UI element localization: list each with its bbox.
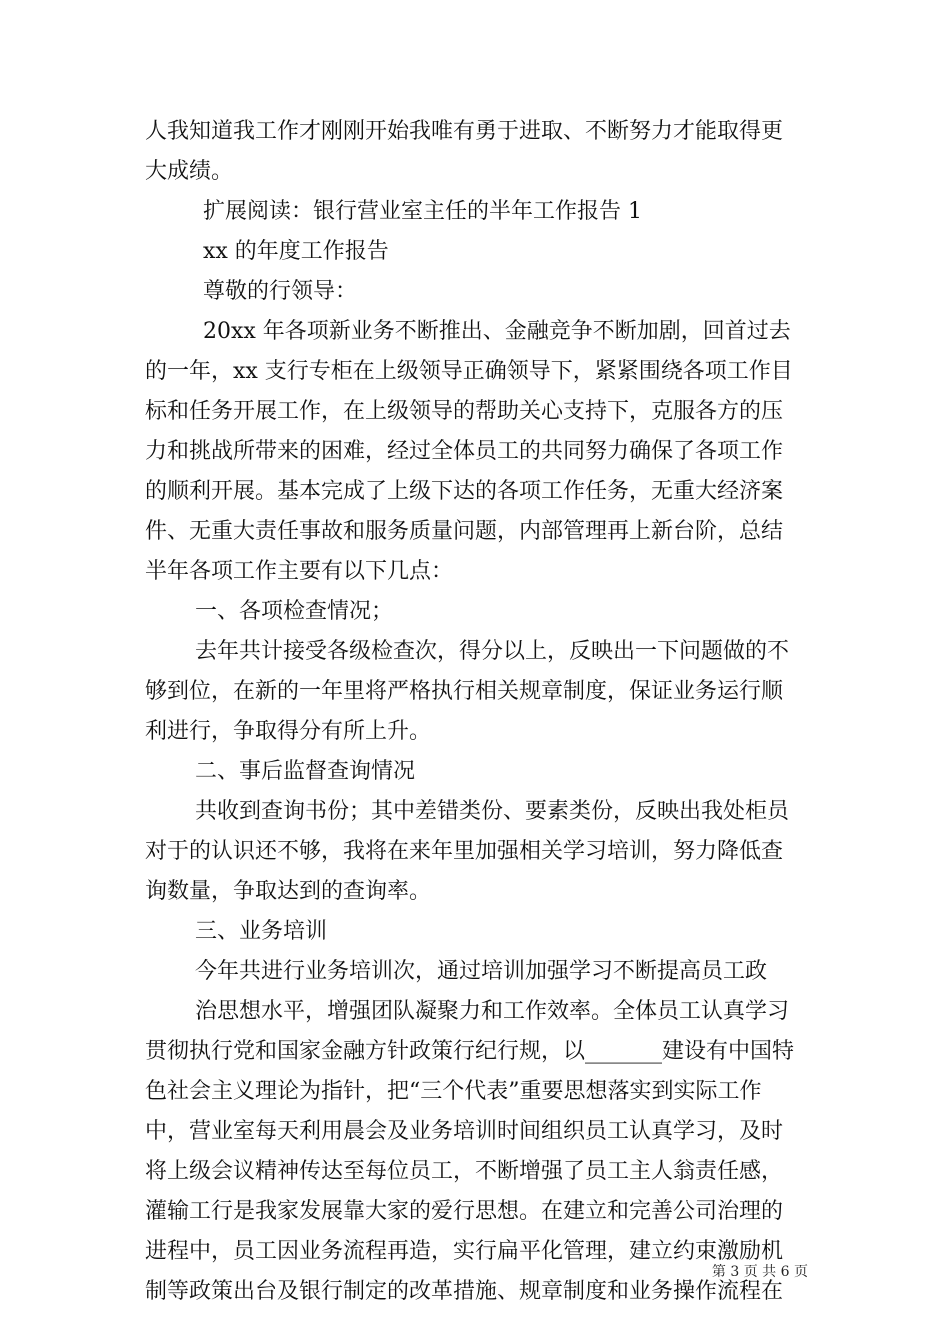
text-line: 的一年，xx 支行专柜在上级领导正确领导下，紧紧围绕各项工作目 — [145, 359, 793, 384]
text-line: 的顺利开展。基本完成了上级下达的各项工作任务，无重大经济案 — [145, 479, 784, 504]
salutation: 尊敬的行领导： — [203, 279, 358, 304]
text-line: 灌输工行是我家发展靠大家的爱行思想。在建立和完善公司治理的 — [145, 1199, 784, 1224]
section-heading-1: 一、各项检查情况； — [195, 599, 394, 624]
text-line: 标和任务开展工作，在上级领导的帮助关心支持下，克服各方的压 — [145, 399, 784, 424]
text-line: 利进行，争取得分有所上升。 — [145, 719, 432, 744]
text-line: 人我知道我工作才刚刚开始我唯有勇于进取、不断努力才能取得更 — [145, 119, 784, 144]
text-line: 制等政策出台及银行制定的改革措施、规章制度和业务操作流程在 — [145, 1279, 784, 1304]
text-line: 半年各项工作主要有以下几点： — [145, 559, 454, 584]
text-line: 对于的认识还不够，我将在来年里加强相关学习培训，努力降低查 — [145, 839, 784, 864]
section-heading-3: 三、业务培训 — [195, 919, 328, 944]
extended-reading-heading: 扩展阅读：银行营业室主任的半年工作报告 1 — [203, 199, 642, 224]
text-line: 进程中，员工因业务流程再造，实行扁平化管理，建立约束激励机 — [145, 1239, 784, 1264]
report-title: xx 的年度工作报告 — [203, 239, 389, 264]
text-line: 大成绩。 — [145, 159, 234, 184]
text-line: 贯彻执行党和国家金融方针政策行纪行规，以_______建设有中国特 — [145, 1039, 795, 1064]
text-line: 件、无重大责任事故和服务质量问题，内部管理再上新台阶，总结 — [145, 519, 784, 544]
text-line: 将上级会议精神传达至每位员工，不断增强了员工主人翁责任感， — [145, 1159, 784, 1184]
text-line: 色社会主义理论为指针，把“三个代表”重要思想落实到实际工作 — [145, 1079, 762, 1104]
text-line: 20xx 年各项新业务不断推出、金融竞争不断加剧，回首过去 — [203, 319, 791, 344]
section-heading-2: 二、事后监督查询情况 — [195, 759, 416, 784]
text-line: 询数量，争取达到的查询率。 — [145, 879, 432, 904]
text-line: 今年共进行业务培训次，通过培训加强学习不断提高员工政 — [195, 959, 768, 984]
text-line: 治思想水平，增强团队凝聚力和工作效率。全体员工认真学习 — [195, 999, 790, 1024]
text-line: 共收到查询书份；其中差错类份、要素类份，反映出我处柜员 — [195, 799, 790, 824]
document-body — [145, 112, 810, 1312]
text-line: 够到位，在新的一年里将严格执行相关规章制度，保证业务运行顺 — [145, 679, 784, 704]
text-line: 力和挑战所带来的困难，经过全体员工的共同努力确保了各项工作 — [145, 439, 784, 464]
page-number-footer: 第 3 页 共 6 页 — [711, 1264, 808, 1280]
text-line: 中，营业室每天利用晨会及业务培训时间组织员工认真学习，及时 — [145, 1119, 784, 1144]
text-line: 去年共计接受各级检查次，得分以上，反映出一下问题做的不 — [195, 639, 790, 664]
